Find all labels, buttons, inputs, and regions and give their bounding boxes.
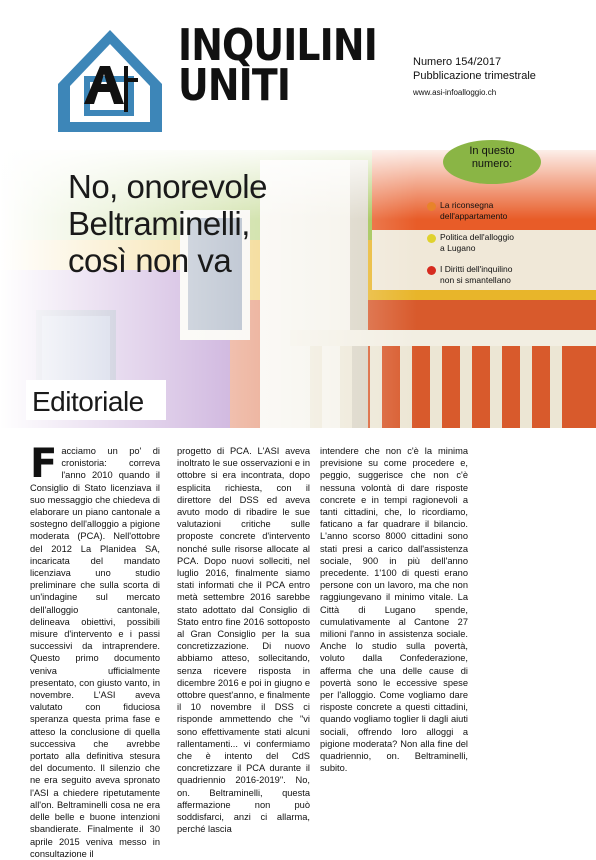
issue-number: Numero 154/2017: [413, 56, 502, 68]
bullet-dot-icon: [427, 202, 436, 211]
headline-line2: Beltraminelli,: [68, 205, 250, 242]
section-title: Editoriale: [32, 386, 144, 417]
toc-badge-line2: numero:: [471, 158, 513, 170]
drop-cap: F: [30, 441, 58, 487]
toc-item[interactable]: [426, 264, 556, 286]
toc-item[interactable]: [426, 232, 556, 254]
masthead-title-line2: UNITI: [178, 60, 291, 111]
bullet-dot-icon: [427, 234, 436, 243]
issue-info: [413, 55, 536, 83]
headline: [68, 168, 267, 279]
issue-frequency: Pubblicazione trimestrale: [413, 70, 536, 82]
website-link[interactable]: www.asi-infoalloggio.ch: [413, 88, 497, 97]
headline-line1: No, onorevole: [68, 168, 267, 205]
masthead-title: [178, 20, 377, 111]
toc-badge-line1: In questo: [469, 145, 515, 157]
article-column-1: [30, 441, 160, 860]
toc-item-line2: a Lugano: [440, 243, 476, 253]
article-column-2: progetto di PCA. L'ASI aveva inoltrato le sue osservazioni e in ottobre si era incontrata, dopo esplicita richiesta, con il direttore del DSS ed aveva avuto modo di ribadire le sue valutazioni critiche sulle proposte concrete d'intervento nonché sulle risorse allocate al PCA. Dopo nuovi solleciti, nel luglio 2016, finalmente siamo stati informati che il PCA entro metà settembre 2016 sarebbe stato adottato dal Consiglio di Stato entro fine 2016 sottoposto al Gran Consiglio per la sua concretizzazione. Di nuovo abbiamo atteso, sollecitando, senza ricevere risposta in dicembre 2016 e poi in giugno e ottobre quest'anno, e finalmente il 10 novembre il DSS ci risponde ammettendo che "vi sono effettivamente stati alcuni rallentamenti... vi confermiamo che è intento del CdS concretizzare il PCA durante il quadriennio 2016-2019". No, on. Beltraminelli, questa affermazione non può soddisfarci, anzi ci allarma, perché lascia: [177, 446, 310, 835]
toc-item[interactable]: [426, 200, 556, 222]
article-column-3: intendere che non c'è la minima previsione su come procedere e, peggio, suggerisce che non c'è nessuna volontà di dare risposte concrete e in tempi ragionevoli a tanti cittadini, che, lo ricordiamo, faticano a far quadrare il bilancio. L'anno scorso 8000 cittadini sono stati presi a carico dall'assistenza sociale, 900 in più dell'anno precedente. 1'100 di questi erano persone con un lavoro, ma che non raggiungevano il minimo vitale. La Città di Lugano spende, cumulativamente al Cantone 27 milioni l'anno in assistenza sociale. Anche lo studio sulla povertà, voluto dalla Confederazione, afferma che una delle cause di povertà sono le eccessive spese per l'alloggio. Come vogliamo dare risposte concrete a questi cittadini, quando vogliamo toglier li dagli aiuti sociali, offrendo loro alloggi a pigione moderata? Non alla fine del quadriennio, on. Beltraminelli, subito.: [320, 446, 468, 774]
toc-item-line1: La riconsegna: [440, 200, 494, 210]
bullet-dot-icon: [427, 266, 436, 275]
masthead-title-line1: INQUILINI: [178, 20, 377, 71]
toc-item-line1: Politica dell'alloggio: [440, 232, 514, 242]
toc-item-line1: I Diritti dell'inquilino: [440, 264, 513, 274]
column-1-text: acciamo un po' di cronistoria: correva l'anno 2010 quando il Consiglio di Stato licenziava il suo messaggio che chiedeva di elaborare un piano cantonale a sostegno dell'alloggio a pigione moderata (PCA). Nell'ottobre del 2012 La Planidea SA, incaricata del mandato licenziava uno studio preliminare che sulla scorta di un'indagine sul mercato dell'alloggio cantonale, delineava obiettivi, possibili misure d'intervento e i passi successivi da intraprendere. Questo primo documento veniva ufficialmente presentato, con giusto vanto, in novembre. L'ASI aveva valutato con fiduciosa speranza questa prima fase e atteso la conclusione di quella successiva che avrebbe portato alla definitiva stesura del documento. Il silenzio che ne era seguito aveva spronato l'ASI a chiedere ripetutamente all'on. Beltraminelli cosa ne era delle belle e buone intenzioni sbandierate. Finalmente il 30 aprile 2015 veniva messo in consultazione il: [30, 446, 160, 859]
asi-house-logo: [54, 26, 166, 134]
headline-line3: così non va: [68, 242, 232, 279]
toc-list: [426, 200, 556, 296]
toc-item-line2: dell'appartamento: [440, 211, 508, 221]
toc-badge: [443, 140, 541, 184]
toc-item-line2: non si smantellano: [440, 275, 511, 285]
